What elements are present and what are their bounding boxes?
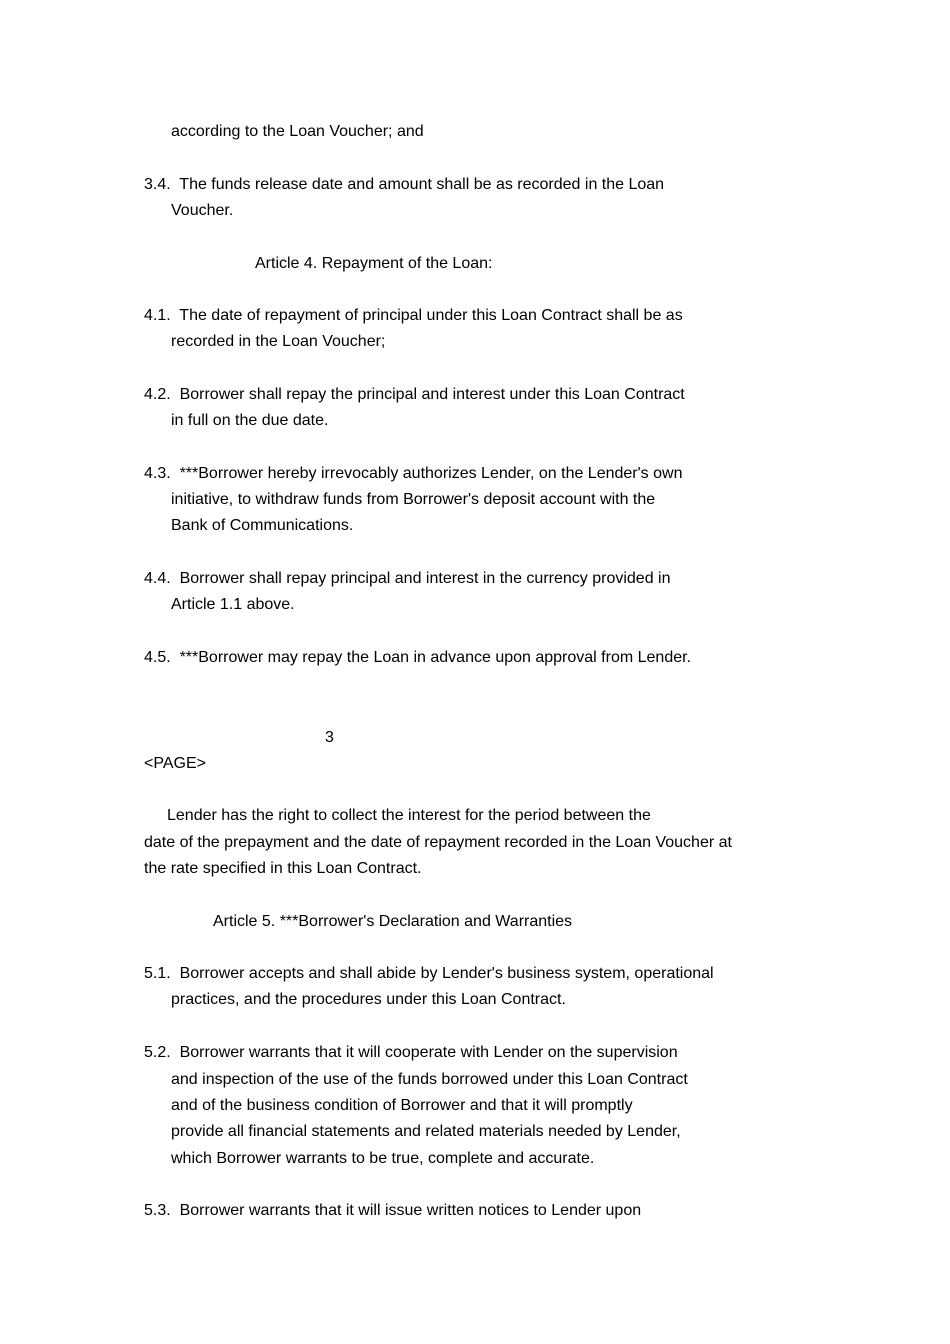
clause-3-4-line-1: 3.4. The funds release date and amount shall be as recorded in the Loan [144, 176, 665, 193]
clause-4-3-line-2: initiative, to withdraw funds from Borrower's deposit account with the [171, 491, 656, 508]
clause-5-3-line-1: 5.3. Borrower warrants that it will issue written notices to Lender upon [144, 1202, 642, 1219]
clause-5-2-line-5: which Borrower warrants to be true, complete and accurate. [171, 1150, 595, 1167]
clause-4-2-line-1: 4.2. Borrower shall repay the principal and interest under this Loan Contract [144, 386, 685, 403]
page-marker: <PAGE> [144, 755, 206, 772]
clause-5-2-line-2: and inspection of the use of the funds borrowed under this Loan Contract [171, 1071, 688, 1088]
continuation-line-2: date of the prepayment and the date of repayment recorded in the Loan Voucher at [144, 834, 732, 851]
clause-4-2-line-2: in full on the due date. [171, 412, 329, 429]
clause-5-2-line-1: 5.2. Borrower warrants that it will cooperate with Lender on the supervision [144, 1044, 678, 1061]
clause-4-4-line-1: 4.4. Borrower shall repay principal and interest in the currency provided in [144, 570, 671, 587]
clause-4-5: 4.5. ***Borrower may repay the Loan in advance upon approval from Lender. [144, 649, 691, 666]
article-5-heading: Article 5. ***Borrower's Declaration and Warranties [213, 913, 573, 930]
clause-3-4-line-2: Voucher. [171, 202, 234, 219]
clause-5-2-line-3: and of the business condition of Borrower and that it will promptly [171, 1097, 633, 1114]
continuation-line-1: Lender has the right to collect the interest for the period between the [167, 807, 651, 824]
article-4-heading: Article 4. Repayment of the Loan: [255, 255, 493, 272]
continuation-line-3: the rate specified in this Loan Contract. [144, 860, 422, 877]
clause-4-4-line-2: Article 1.1 above. [171, 596, 295, 613]
page-number: 3 [325, 729, 334, 746]
clause-5-1-line-2: practices, and the procedures under this Loan Contract. [171, 991, 566, 1008]
clause-4-3-line-1: 4.3. ***Borrower hereby irrevocably authorizes Lender, on the Lender's own [144, 465, 683, 482]
clause-4-1-line-2: recorded in the Loan Voucher; [171, 333, 386, 350]
clause-4-1-line-1: 4.1. The date of repayment of principal under this Loan Contract shall be as [144, 307, 683, 324]
clause-5-2-line-4: provide all financial statements and related materials needed by Lender, [171, 1123, 681, 1140]
clause-4-3-line-3: Bank of Communications. [171, 517, 354, 534]
clause-3-3-tail: according to the Loan Voucher; and [171, 123, 424, 140]
clause-5-1-line-1: 5.1. Borrower accepts and shall abide by Lender's business system, operational [144, 965, 714, 982]
